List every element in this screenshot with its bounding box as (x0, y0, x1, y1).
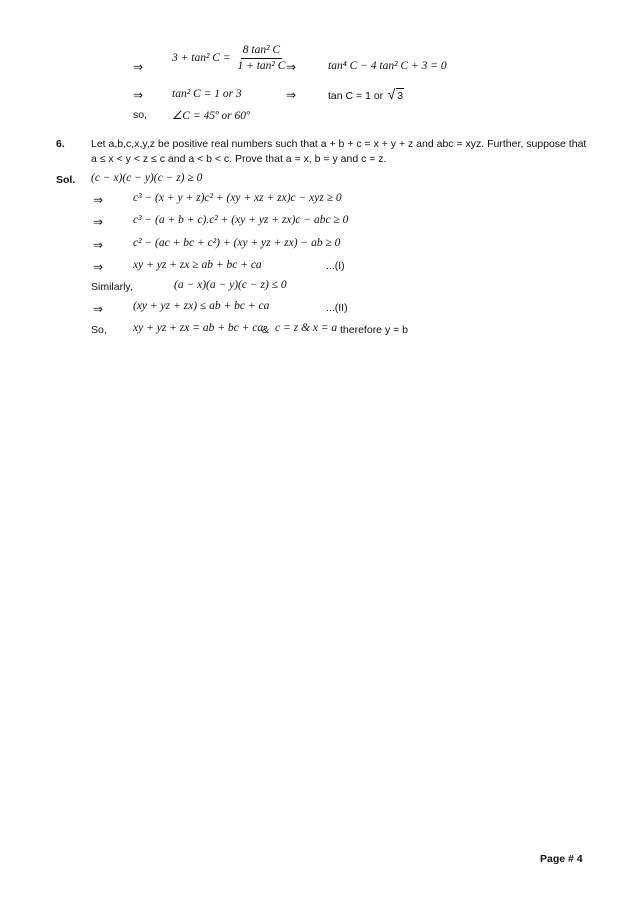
solution-step-1: c³ − (x + y + z)c² + (xy + xz + zx)c − xyz ≥ 0 (133, 192, 342, 204)
implies-arrow: ⇒ (93, 193, 104, 207)
implies-arrow: ⇒ (286, 60, 297, 74)
equation-lhs: 3 + tan² C = (172, 52, 231, 65)
ampersand: & (262, 324, 270, 336)
similarly-inequality: (a − x)(a − y)(c − z) ≤ 0 (174, 279, 287, 291)
solution-first-inequality: (c − x)(c − y)(c − z) ≥ 0 (91, 172, 203, 184)
page-number: Page # 4 (540, 853, 583, 865)
sqrt-icon: √ (387, 86, 396, 102)
implies-arrow: ⇒ (93, 215, 104, 229)
implies-arrow: ⇒ (93, 302, 104, 316)
solution-step-3: c² − (ac + bc + c²) + (xy + yz + zx) − ab ≥ 0 (133, 237, 341, 249)
similarly-label: Similarly, (91, 281, 133, 293)
equation-quartic: tan⁴ C − 4 tan² C + 3 = 0 (328, 60, 447, 72)
problem-statement-line1: Let a,b,c,x,y,z be positive real numbers such that a + b + c = x + y + z and abc = xyz. Further, suppose that (91, 138, 587, 150)
solution-step-4: xy + yz + zx ≥ ab + bc + ca (133, 259, 262, 271)
solution-step-2: c³ − (a + b + c).c² + (xy + yz + zx)c − abc ≥ 0 (133, 214, 349, 226)
problem-statement-line2: a ≤ x < y < z ≤ c and a < b < c. Prove that a = x, b = y and c = z. (91, 153, 387, 165)
conclusion-tail: therefore y = b (340, 324, 408, 336)
fraction (235, 44, 287, 73)
fraction-denominator: 1 + tan² C (237, 60, 286, 72)
implies-arrow: ⇒ (133, 88, 144, 102)
so-label: so, (133, 109, 148, 121)
equation-tan-values: tan² C = 1 or 3 (172, 88, 242, 100)
tan-c-text: tan C = 1 or (328, 90, 384, 102)
angle-result: ∠C = 45º or 60º (172, 110, 250, 122)
equation-tan-fraction (172, 44, 287, 73)
implies-arrow: ⇒ (286, 88, 297, 102)
solution-label: Sol. (56, 174, 76, 186)
implies-arrow: ⇒ (133, 60, 144, 74)
fraction-numerator: 8 tan² C (241, 44, 282, 59)
conclusion-equality: xy + yz + zx = ab + bc + ca (133, 322, 264, 334)
solution-step-5: (xy + yz + zx) ≤ ab + bc + ca (133, 300, 270, 312)
equation-tag-II: ...(II) (326, 302, 348, 314)
equation-tag-I: ...(I) (326, 260, 345, 272)
implies-arrow: ⇒ (93, 260, 104, 274)
so-conclusion-label: So, (91, 324, 107, 336)
implies-arrow: ⇒ (93, 238, 104, 252)
tan-c-result (328, 86, 404, 104)
problem-number: 6. (56, 138, 65, 150)
conclusion-values: c = z & x = a (275, 322, 338, 334)
sqrt-radicand: 3 (397, 90, 404, 102)
